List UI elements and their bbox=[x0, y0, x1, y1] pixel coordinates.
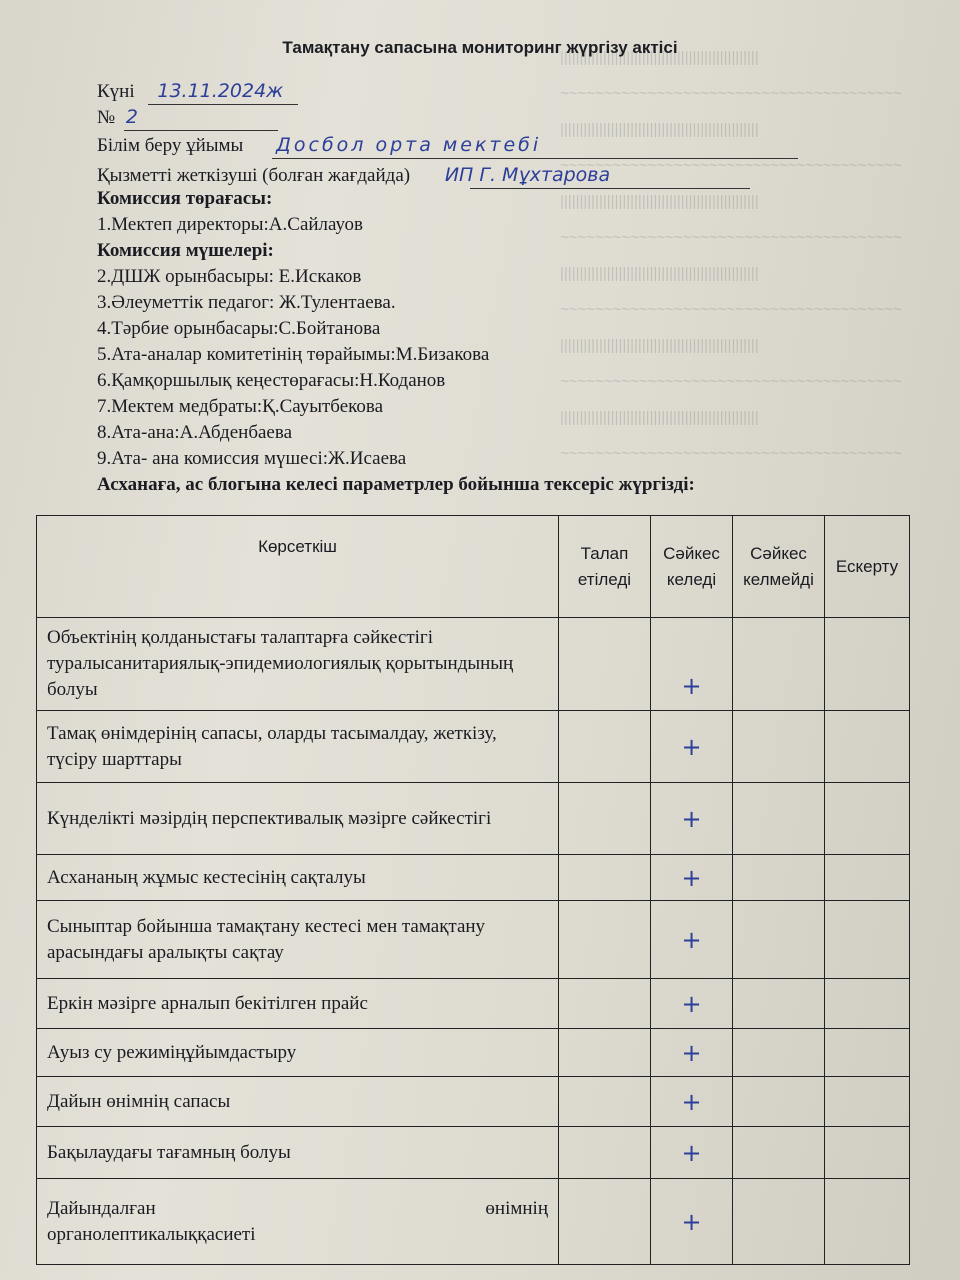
indicator-cell: Асхананың жұмыс кестесінің сақталуы bbox=[37, 855, 559, 901]
compliant-mark: + bbox=[651, 783, 733, 855]
inspection-table bbox=[36, 515, 910, 1265]
note-cell bbox=[825, 711, 910, 783]
compliant-mark: + bbox=[651, 711, 733, 783]
member-item: 8.Ата-ана:А.Абденбаева bbox=[97, 422, 293, 443]
indicator-cell: Дайын өнімнің сапасы bbox=[37, 1077, 559, 1127]
table-row bbox=[37, 711, 910, 783]
noncompliant-cell bbox=[733, 855, 825, 901]
required-cell bbox=[559, 979, 651, 1029]
noncompliant-cell bbox=[733, 979, 825, 1029]
note-cell bbox=[825, 901, 910, 979]
date-underline bbox=[148, 104, 298, 105]
compliant-mark: + bbox=[651, 1179, 733, 1265]
header-compliant: Сәйкес келеді bbox=[651, 516, 733, 618]
note-cell bbox=[825, 1127, 910, 1179]
table-row bbox=[37, 1179, 910, 1265]
header-note: Ескерту bbox=[825, 516, 910, 618]
required-cell bbox=[559, 855, 651, 901]
compliant-mark: + bbox=[651, 1029, 733, 1077]
noncompliant-cell bbox=[733, 1029, 825, 1077]
number-row bbox=[97, 106, 138, 129]
indicator-word: өнімнің bbox=[485, 1197, 548, 1219]
indicator-cell: Сыныптар бойынша тамақтану кестесі мен тамақтану арасындағы аралықты сақтау bbox=[37, 901, 559, 979]
indicator-cell: Тамақ өнімдерінің сапасы, оларды тасымалдау, жеткізу, түсіру шарттары bbox=[37, 711, 559, 783]
required-cell bbox=[559, 711, 651, 783]
required-cell bbox=[559, 901, 651, 979]
table-row bbox=[37, 618, 910, 711]
table-row bbox=[37, 1127, 910, 1179]
date-row bbox=[97, 80, 283, 103]
indicator-cell: Объектінің қолданыстағы талаптарға сәйкестігі туралысанитариялық-эпидемиологиялық қорытындының болуы bbox=[37, 618, 559, 711]
required-cell bbox=[559, 618, 651, 711]
table-row bbox=[37, 855, 910, 901]
school-value: Досбол орта мектебі bbox=[276, 134, 542, 156]
header-indicator: Көрсеткіш bbox=[37, 516, 559, 618]
indicator-cell: Бақылаудағы тағамның болуы bbox=[37, 1127, 559, 1179]
compliant-mark: + bbox=[651, 901, 733, 979]
member-item: 6.Қамқоршылық кеңестөрағасы:Н.Коданов bbox=[97, 370, 446, 391]
noncompliant-cell bbox=[733, 783, 825, 855]
supplier-row bbox=[97, 164, 610, 187]
school-row bbox=[97, 134, 541, 157]
indicator-cell: Ауыз су режиміңұйымдастыру bbox=[37, 1029, 559, 1077]
table-row bbox=[37, 1077, 910, 1127]
noncompliant-cell bbox=[733, 618, 825, 711]
bleed-through-decoration: ||||||||||||||||||||||||||||||||||||||||||||||||||| ~~~~~~~~~~~~~~~~~~~~~~~~~~~~~~~~~~~~~~~ ||||||||||||||||||||||||||||||||||||||||||||||||||| ~~~~~~~~~~~~~~~~~~~~~~~~~~~~~~~~~~~~~~~ ||||||||||||||||||||||||||||||||||||||||||||||||||| ~~~~~~~~~~~~~~~~~~~~~~~~~~~~~~~~~~~~~~~ ||||||||||||||||||||||||||||||||||||||||||||||||||| ~~~~~~~~~~~~~~~~~~~~~~~~~~~~~~~~~~~~~~~ ||||||||||||||||||||||||||||||||||||||||||||||||||| ~~~~~~~~~~~~~~~~~~~~~~~~~~~~~~~~~~~~~~~ ||||||||||||||||||||||||||||||||||||||||||||||||||| ~~~~~~~~~~~~~~~~~~~~~~~~~~~~~~~~~~~~~~~ bbox=[560, 49, 902, 462]
member-item: 3.Әлеуметтік педагог: Ж.Тулентаева. bbox=[97, 292, 396, 313]
note-cell bbox=[825, 1029, 910, 1077]
table-row bbox=[37, 979, 910, 1029]
compliant-mark: + bbox=[651, 855, 733, 901]
required-cell bbox=[559, 1077, 651, 1127]
table-row bbox=[37, 901, 910, 979]
school-underline bbox=[272, 158, 798, 159]
members-heading: Комиссия мүшелері: bbox=[97, 240, 274, 261]
indicator-word: Дайындалған bbox=[47, 1197, 156, 1219]
compliant-mark: + bbox=[651, 979, 733, 1029]
note-cell bbox=[825, 618, 910, 711]
note-cell bbox=[825, 855, 910, 901]
note-cell bbox=[825, 783, 910, 855]
number-underline bbox=[124, 130, 278, 131]
indicator-cell: Еркін мәзірге арналып бекітілген прайс bbox=[37, 979, 559, 1029]
noncompliant-cell bbox=[733, 901, 825, 979]
chair-name: 1.Мектеп директоры:А.Сайлауов bbox=[97, 214, 363, 235]
noncompliant-cell bbox=[733, 1179, 825, 1265]
indicator-cell bbox=[37, 1179, 559, 1265]
required-cell bbox=[559, 1179, 651, 1265]
required-cell bbox=[559, 783, 651, 855]
indicator-line bbox=[47, 1196, 548, 1222]
required-cell bbox=[559, 1029, 651, 1077]
required-cell bbox=[559, 1127, 651, 1179]
table-row bbox=[37, 1029, 910, 1077]
noncompliant-cell bbox=[733, 1127, 825, 1179]
indicator-cell: Күнделікті мәзірдің перспективалық мәзірге сәйкестігі bbox=[37, 783, 559, 855]
compliant-mark: + bbox=[651, 1077, 733, 1127]
member-item: 5.Ата-аналар комитетінің төрайымы:М.Бизакова bbox=[97, 344, 490, 365]
supplier-value: ИП Г. Мұхтарова bbox=[444, 164, 611, 186]
note-cell bbox=[825, 979, 910, 1029]
header-required: Талап етіледі bbox=[559, 516, 651, 618]
note-cell bbox=[825, 1077, 910, 1127]
compliant-mark: + bbox=[651, 618, 733, 711]
noncompliant-cell bbox=[733, 1077, 825, 1127]
chair-heading: Комиссия төрағасы: bbox=[97, 188, 273, 209]
inspection-heading: Асханаға, ас блогына келесі параметрлер бойынша тексеріс жүргізді: bbox=[97, 474, 695, 495]
indicator-line: органолептикалыққасиеті bbox=[47, 1223, 256, 1245]
member-item: 2.ДШЖ орынбасыры: Е.Искаков bbox=[97, 266, 362, 287]
supplier-label: Қызметті жеткізуші (болған жағдайда) bbox=[97, 165, 411, 186]
header-noncompliant: Сәйкес келмейді bbox=[733, 516, 825, 618]
member-item: 9.Ата- ана комиссия мүшесі:Ж.Исаева bbox=[97, 448, 407, 469]
date-value: 13.11.2024ж bbox=[157, 80, 284, 102]
number-label: № bbox=[97, 107, 116, 128]
member-item: 7.Мектем медбраты:Қ.Сауытбекова bbox=[97, 396, 384, 417]
note-cell bbox=[825, 1179, 910, 1265]
table-header-row bbox=[37, 516, 910, 618]
supplier-underline bbox=[470, 188, 750, 189]
table-row bbox=[37, 783, 910, 855]
document-title: Тамақтану сапасына мониторинг жүргізу актісі bbox=[282, 38, 678, 57]
compliant-mark: + bbox=[651, 1127, 733, 1179]
number-value: 2 bbox=[125, 106, 138, 128]
noncompliant-cell bbox=[733, 711, 825, 783]
date-label: Күні bbox=[97, 81, 135, 102]
member-item: 4.Тәрбие орынбасары:С.Бойтанова bbox=[97, 318, 381, 339]
school-label: Білім беру ұйымы bbox=[97, 135, 244, 156]
